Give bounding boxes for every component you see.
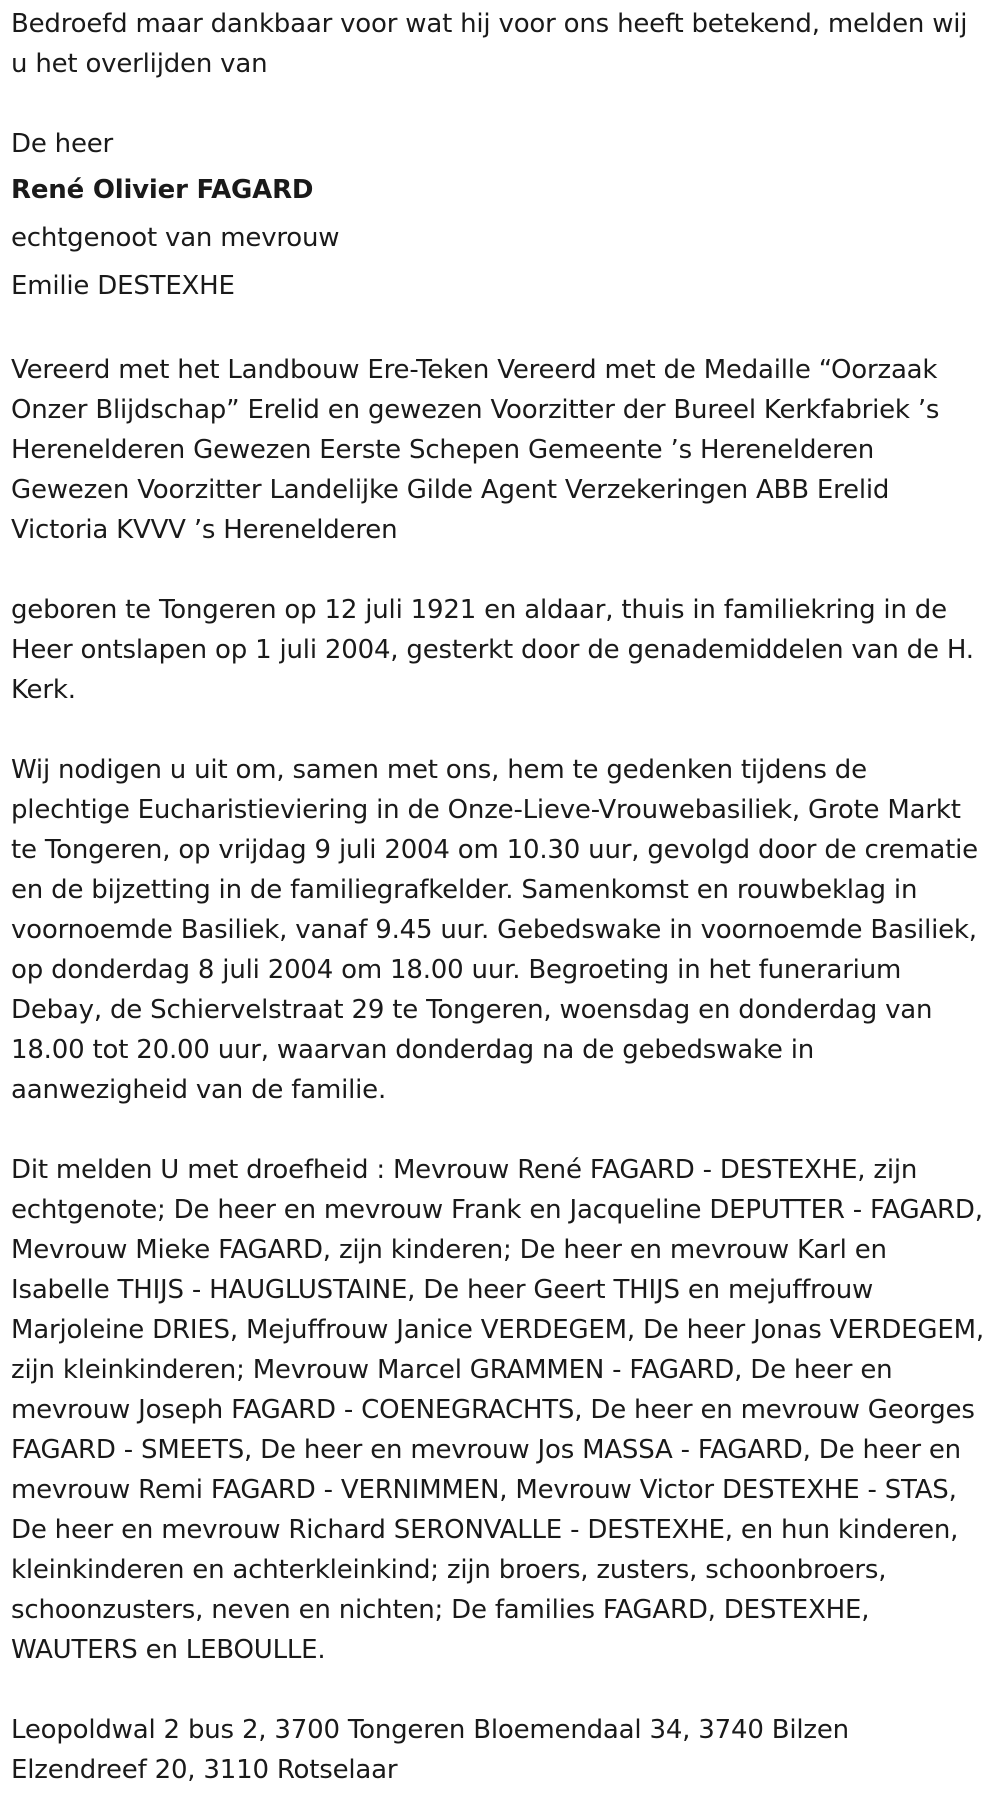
spacer bbox=[11, 1670, 991, 1710]
intro-paragraph: Bedroefd maar dankbaar voor wat hij voor ons heeft betekend, melden wij u het overlijden van bbox=[11, 9, 968, 79]
family-paragraph: Dit melden U met droefheid : Mevrouw René FAGARD - DESTEXHE, zijn echtgenote; De heer en mevrouw Frank en Jacqueline DEPUTTER - FAGARD, Mevrouw Mieke FAGARD, zijn kinderen; De heer en mevrouw Karl en Isabelle THIJS - HAUGLUSTAINE, De heer Geert THIJS en mejuffrouw Marjoleine DRIES, Mejuffrouw Janice VERDEGEM, De heer Jonas VERDEGEM, zijn kleinkinderen; Mevrouw Marcel GRAMMEN - FAGARD, De heer en mevrouw Joseph FAGARD - COENEGRACHTS, De heer en mevrouw Georges FAGARD - SMEETS, De heer en mevrouw Jos MASSA - FAGARD, De heer en mevrouw Remi FAGARD - VERNIMMEN, Mevrouw Victor DESTEXHE - STAS, De heer en mevrouw Richard SERONVALLE - DESTEXHE, en hun kinderen, kleinkinderen en achterkleinkind; zijn broers, zusters, schoonbroers, schoonzusters, neven en nichten; De families FAGARD, DESTEXHE, WAUTERS en LEBOULLE. bbox=[11, 1155, 984, 1665]
obituary-document bbox=[11, 4, 991, 1790]
spouse-name: Emilie DESTEXHE bbox=[11, 271, 235, 301]
spouse-label: echtgenoot van mevrouw bbox=[11, 223, 340, 253]
spacer bbox=[11, 1110, 991, 1150]
spacer bbox=[11, 310, 991, 350]
spacer bbox=[11, 550, 991, 590]
birth-death-paragraph: geboren te Tongeren op 12 juli 1921 en aldaar, thuis in familiekring in de Heer ontslapen op 1 juli 2004, gesterkt door de genademiddelen van de H. Kerk. bbox=[11, 595, 974, 705]
title-prefix: De heer bbox=[11, 129, 114, 159]
spacer bbox=[11, 84, 991, 124]
deceased-name: René Olivier FAGARD bbox=[11, 175, 314, 205]
honours-paragraph: Vereerd met het Landbouw Ere-Teken Vereerd met de Medaille “Oorzaak Onzer Blijdschap” Erelid en gewezen Voorzitter der Bureel Kerkfabriek ’s Herenelderen Gewezen Eerste Schepen Gemeente ’s Herenelderen Gewezen Voorzitter Landelijke Gilde Agent Verzekeringen ABB Erelid Victoria KVVV ’s Herenelderen bbox=[11, 355, 940, 545]
addresses-paragraph: Leopoldwal 2 bus 2, 3700 Tongeren Bloemendaal 34, 3740 Bilzen Elzendreef 20, 3110 Rotselaar bbox=[11, 1715, 849, 1785]
ceremony-paragraph: Wij nodigen u uit om, samen met ons, hem te gedenken tijdens de plechtige Eucharistieviering in de Onze-Lieve-Vrouwebasiliek, Grote Markt te Tongeren, op vrijdag 9 juli 2004 om 10.30 uur, gevolgd door de crematie en de bijzetting in de familiegrafkelder. Samenkomst en rouwbeklag in voornoemde Basiliek, vanaf 9.45 uur. Gebedswake in voornoemde Basiliek, op donderdag 8 juli 2004 om 18.00 uur. Begroeting in het funerarium Debay, de Schiervelstraat 29 te Tongeren, woensdag en donderdag van 18.00 tot 20.00 uur, waarvan donderdag na de gebedswake in aanwezigheid van de familie. bbox=[11, 755, 978, 1105]
spacer bbox=[11, 710, 991, 750]
